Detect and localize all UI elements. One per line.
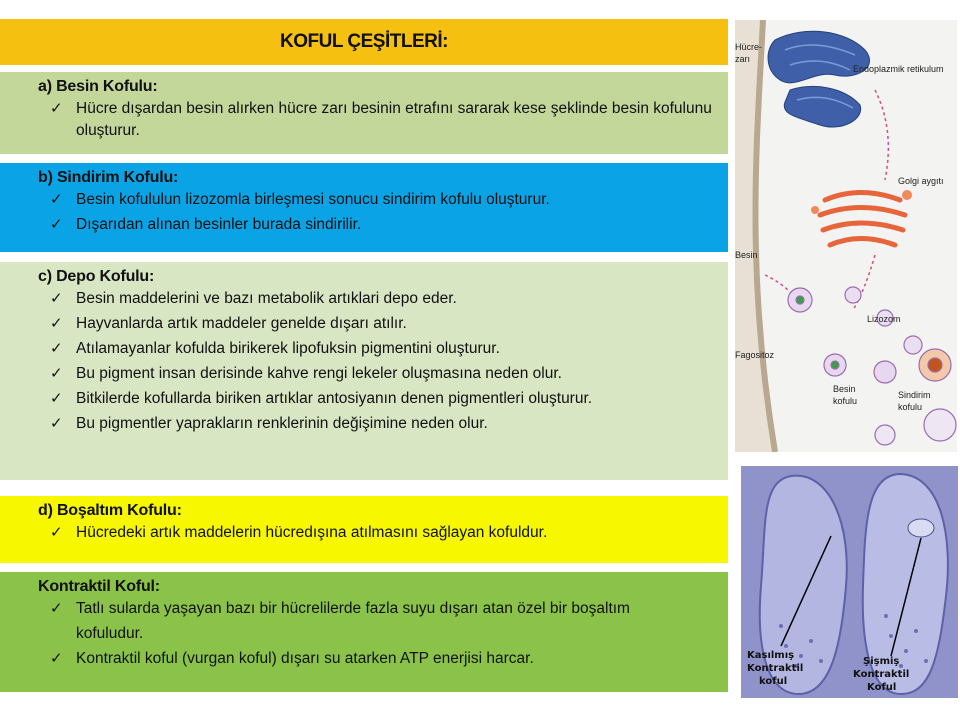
label-kasilmis-1: Kasılmış [747, 650, 795, 661]
list-item: ✓ Kontraktil koful (vurgan koful) dışarı su atarken ATP enerjisi harcar. [38, 646, 728, 671]
section-heading: d) Boşaltım Kofulu: [38, 502, 182, 519]
section-kontraktil-koful [0, 572, 728, 692]
list-item: ✓ Bitkilerde kofullarda biriken artıklar antosiyanın denen pigmentleri oluşturur. [38, 386, 728, 411]
check-icon: ✓ [50, 315, 63, 332]
list-item: ✓ Dışarıdan alınan besinler burada sindirilir. [38, 212, 728, 237]
label-sismis-1: Şişmiş [863, 656, 900, 667]
label-kasilmis-2: Kontraktil [747, 663, 804, 674]
label-golgi: Golgi aygıtı [898, 176, 944, 186]
check-icon: ✓ [50, 290, 63, 307]
label-hucre-zari-1: Hücre- [735, 42, 763, 52]
check-icon: ✓ [50, 415, 63, 432]
check-icon: ✓ [50, 390, 63, 407]
section-depo-kofulu [0, 262, 728, 480]
check-icon: ✓ [50, 191, 63, 208]
check-icon: ✓ [50, 100, 63, 117]
list-item: ✓ Bu pigmentler yaprakların renklerinin değişimine neden olur. [38, 411, 728, 436]
label-hucre-zari-2: zarı [735, 54, 751, 64]
check-icon: ✓ [50, 600, 63, 617]
label-besin-kofulu-2: kofulu [833, 396, 858, 406]
list-item: ✓ Hücredeki artık maddelerin hücredışına atılmasını sağlayan kofuldur. [38, 520, 728, 545]
list-item: ✓ Besin maddelerini ve bazı metabolik artıklari depo eder. [38, 286, 728, 311]
list-item: ✓ Hayvanlarda artık maddeler genelde dışarı atılır. [38, 311, 728, 336]
label-fagositoz: Fagositoz [735, 350, 775, 360]
page-title: KOFUL ÇEŞİTLERİ: [280, 31, 448, 52]
section-heading: b) Sindirim Kofulu: [38, 169, 179, 186]
title-bar [0, 19, 728, 65]
section-sindirim-kofulu [0, 163, 728, 252]
list-item: ✓ Besin kofululun lizozomla birleşmesi sonucu sindirim kofulu oluşturur. [38, 187, 728, 212]
label-sismis-2: Kontraktil [853, 669, 910, 680]
check-icon: ✓ [50, 365, 63, 382]
section-heading: Kontraktil Koful: [38, 578, 160, 595]
section-bosaltim-kofulu [0, 496, 728, 563]
check-icon: ✓ [50, 650, 63, 667]
label-besin: Besin [735, 250, 758, 260]
list-item: ✓ Tatlı sularda yaşayan bazı bir hücrelilerde fazla suyu dışarı atan özel bir boşaltım kofuludur. [38, 596, 728, 646]
label-sismis-3: Koful [867, 682, 897, 693]
section-heading: c) Depo Kofulu: [38, 268, 155, 285]
vacuole-formation-diagram [735, 20, 957, 452]
list-item: ✓ Hücre dışardan besin alırken hücre zarı besinin etrafını sararak kese şeklinde besin kofulunu oluşturur. [50, 100, 712, 139]
label-lizozom: Lizozom [867, 314, 901, 324]
check-icon: ✓ [50, 524, 63, 541]
label-besin-kofulu-1: Besin [833, 384, 856, 394]
label-sindirim-kofulu-2: kofulu [898, 402, 923, 412]
contractile-vacuole-micrograph [741, 466, 958, 698]
list-item: ✓ Atılamayanlar kofulda birikerek lipofuksin pigmentini oluşturur. [38, 336, 728, 361]
section-besin-kofulu [0, 72, 728, 154]
label-sindirim-kofulu-1: Sindirim [898, 390, 931, 400]
check-icon: ✓ [50, 216, 63, 233]
label-er: Endoplazmik retikulum [853, 64, 944, 74]
list-item: ✓ Bu pigment insan derisinde kahve rengi lekeler oluşmasına neden olur. [38, 361, 728, 386]
section-heading: a) Besin Kofulu: [38, 78, 158, 95]
check-icon: ✓ [50, 340, 63, 357]
label-kasilmis-3: koful [759, 676, 788, 687]
